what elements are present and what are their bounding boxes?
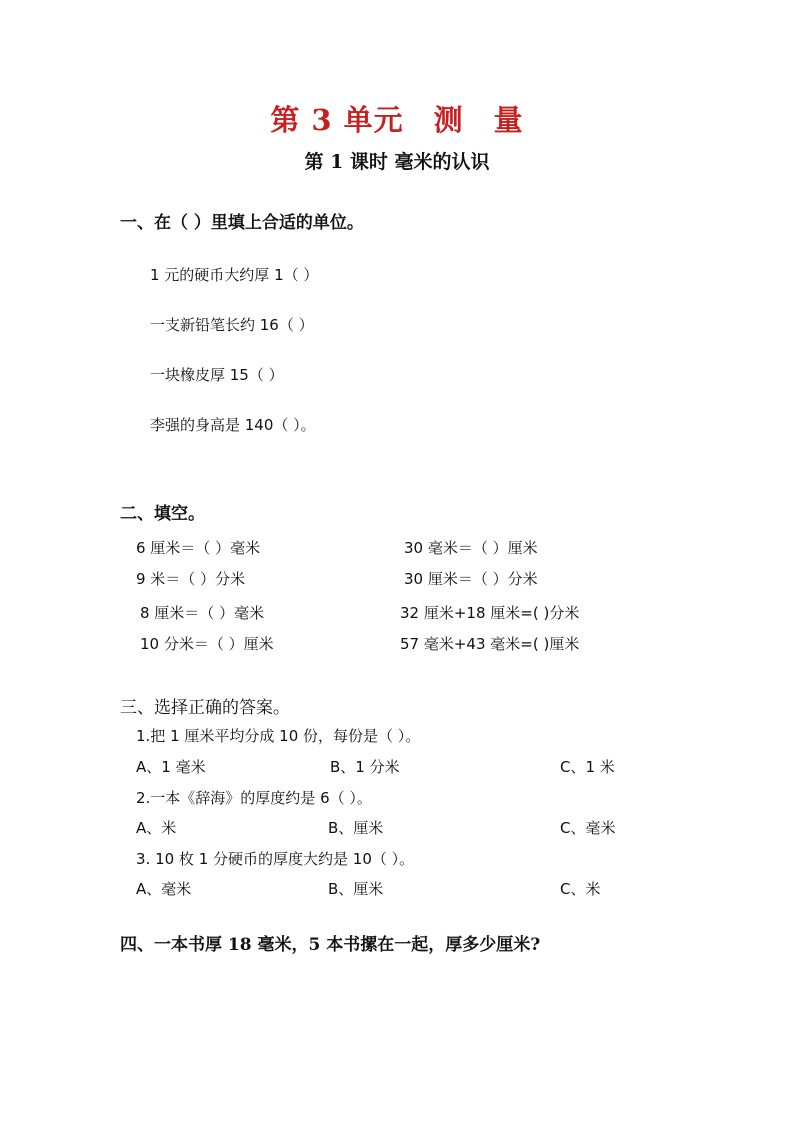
- choice-question: 3. 10 枚 1 分硬币的厚度大约是 10（ ）。: [136, 850, 415, 868]
- fill-item-left: 6 厘米＝（ ）毫米: [136, 539, 261, 557]
- choice-option-a: A、1 毫米: [136, 758, 206, 776]
- section-1-item: 一支新铅笔长约 16（ ）: [150, 316, 314, 334]
- section-1-heading: 一、在（ ）里填上合适的单位。: [120, 213, 364, 233]
- section-1-item: 一块橡皮厚 15（ ）: [150, 366, 284, 384]
- choice-option-c: C、毫米: [560, 819, 616, 837]
- section-1-item: 1 元的硬币大约厚 1（ ）: [150, 266, 319, 284]
- section-4-heading: 四、一本书厚 18 毫米，5 本书摞在一起，厚多少厘米?: [120, 935, 541, 955]
- choice-option-a: A、毫米: [136, 880, 192, 898]
- fill-item-right: 57 毫米+43 毫米=( )厘米: [400, 635, 580, 653]
- choice-option-a: A、米: [136, 819, 177, 837]
- section-2-heading: 二、填空。: [120, 504, 205, 524]
- fill-item-right: 32 厘米+18 厘米=( )分米: [400, 604, 580, 622]
- choice-question: 2.一本《辞海》的厚度约是 6（ ）。: [136, 789, 372, 807]
- fill-item-left: 10 分米＝（ ）厘米: [140, 635, 274, 653]
- fill-item-right: 30 厘米＝（ ）分米: [404, 570, 538, 588]
- fill-item-left: 8 厘米＝（ ）毫米: [140, 604, 265, 622]
- choice-question: 1.把 1 厘米平均分成 10 份，每份是（ ）。: [136, 727, 421, 745]
- section-3-heading: 三、选择正确的答案。: [120, 698, 290, 718]
- lesson-subtitle: 第 1 课时 毫米的认识: [304, 151, 490, 173]
- fill-item-right: 30 毫米＝（ ）厘米: [404, 539, 538, 557]
- unit-title: 第 3 单元 测 量: [270, 103, 524, 137]
- section-1-item: 李强的身高是 140（ ）。: [150, 416, 316, 434]
- choice-option-c: C、米: [560, 880, 601, 898]
- fill-item-left: 9 米＝（ ）分米: [136, 570, 246, 588]
- choice-option-b: B、厘米: [328, 880, 384, 898]
- choice-option-b: B、1 分米: [330, 758, 400, 776]
- choice-option-b: B、厘米: [328, 819, 384, 837]
- choice-option-c: C、1 米: [560, 758, 615, 776]
